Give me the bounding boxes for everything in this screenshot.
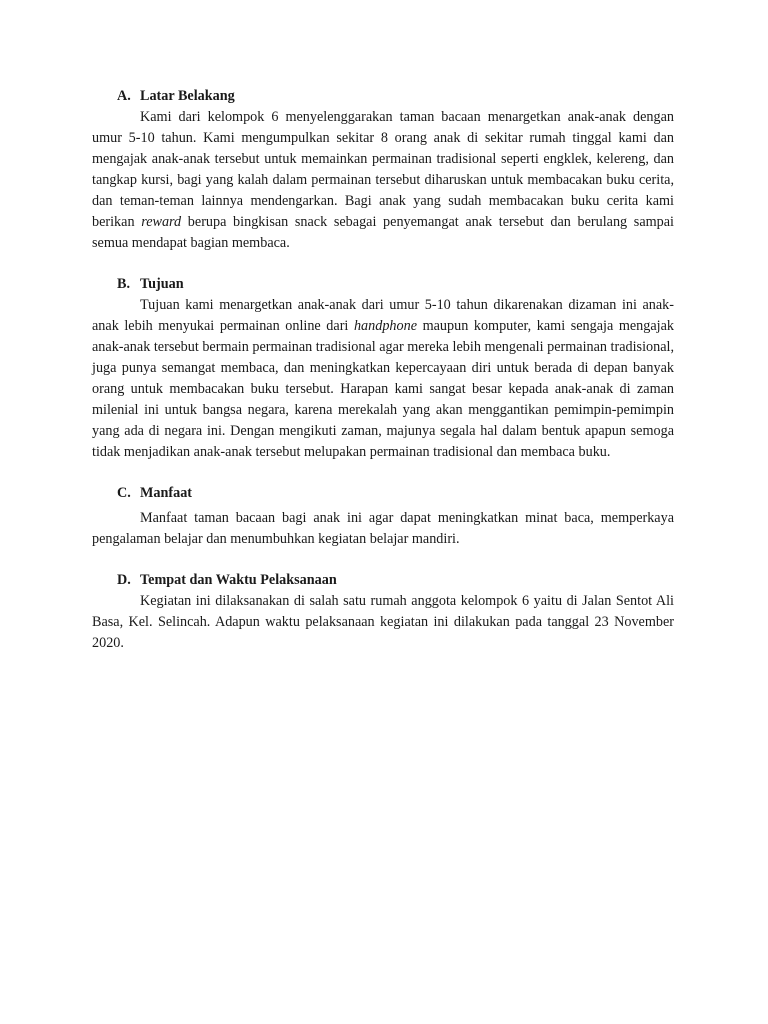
- paragraph-text: berupa bingkisan snack sebagai penyemangat anak tersebut dan berulang sampai semua mendapat bagian membaca.: [92, 214, 674, 251]
- paragraph-text: Tujuan kami menargetkan anak-anak dari umur 5-10 tahun dikarenakan dizaman ini anak-anak lebih menyukai permainan online dari: [92, 297, 674, 334]
- section-heading: [117, 570, 674, 591]
- section-title: Manfaat: [140, 485, 193, 501]
- italic-term: handphone: [353, 318, 417, 334]
- section-paragraph: Kegiatan ini dilaksanakan di salah satu rumah anggota kelompok 6 yaitu di Jalan Sentot Ali Basa, Kel. Selincah. Adapun waktu pelaksanaan kegiatan ini dilakukan pada tanggal 23 November 2020.: [92, 593, 674, 651]
- section-letter: B.: [117, 276, 131, 292]
- section-heading: [117, 483, 674, 504]
- paragraph-text: Kami dari kelompok 6 menyelenggarakan taman bacaan menargetkan anak-anak dengan umur 5-10 tahun. Kami mengumpulkan sekitar 8 orang anak di sekitar rumah tinggal kami dan mengajak anak-anak tersebut untuk memainkan permainan tradisional seperti engklek, kelereng, dan tangkap kursi, bagi yang kalah dalam permainan tersebut diharuskan untuk membacakan buku cerita, dan teman-teman lainnya mendengarkan. Bagi anak yang sudah membacakan buku cerita kami berikan: [92, 109, 674, 230]
- document-page: [92, 86, 674, 674]
- section-title: Tempat dan Waktu Pelaksanaan: [140, 572, 337, 588]
- section-heading: [117, 86, 674, 107]
- section-paragraph: Manfaat taman bacaan bagi anak ini agar dapat meningkatkan minat baca, memperkaya pengalaman belajar dan menumbuhkan kegiatan belajar mandiri.: [92, 510, 674, 547]
- section-heading: [117, 274, 674, 295]
- section-tujuan: [92, 274, 674, 463]
- section-tempat-waktu: [92, 570, 674, 654]
- section-paragraph: [92, 295, 674, 463]
- section-manfaat: [92, 483, 674, 550]
- section-paragraph: [92, 107, 674, 254]
- section-letter: A.: [117, 88, 131, 104]
- section-title: Tujuan: [140, 276, 184, 292]
- section-letter: C.: [117, 485, 131, 501]
- italic-term: reward: [141, 214, 182, 230]
- paragraph-text: maupun komputer, kami sengaja mengajak anak-anak tersebut bermain permainan tradisional agar mereka lebih mengenali permainan tradisional, juga punya semangat membaca, dan meningkatkan kepercayaan diri untuk berada di depan banyak orang untuk membacakan buku tersebut. Harapan kami sangat besar kepada anak-anak di zaman milenial ini untuk bangsa negara, karena merekalah yang akan menggantikan pemimpin-pemimpin yang ada di negara ini. Dengan mengikuti zaman, majunya segala hal dalam bentuk apapun semoga tidak menjadikan anak-anak tersebut melupakan permainan tradisional dan membaca buku.: [92, 318, 674, 460]
- section-latar-belakang: [92, 86, 674, 254]
- section-letter: D.: [117, 572, 131, 588]
- section-title: Latar Belakang: [140, 88, 235, 104]
